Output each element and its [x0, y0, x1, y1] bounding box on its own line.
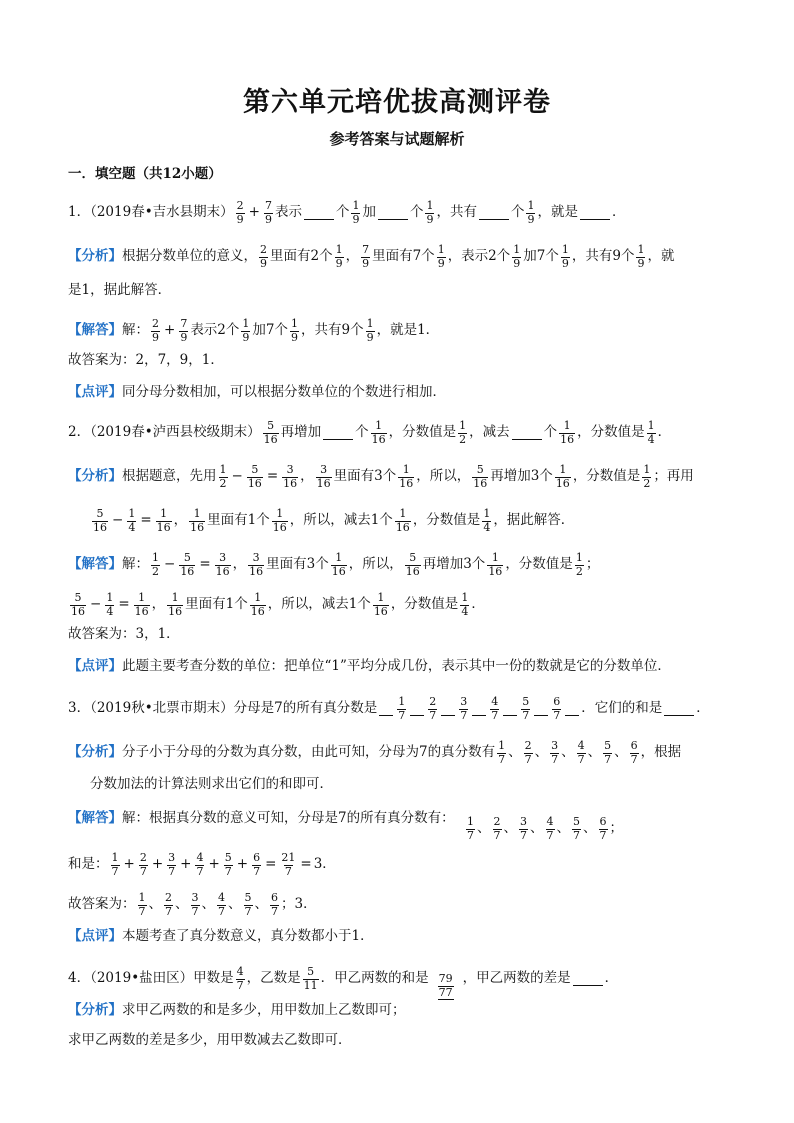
page-title: 第六单元培优拔高测评卷	[243, 87, 551, 118]
fraction: $\frac{2}{9}$	[236, 199, 244, 226]
answer-blank[interactable]	[323, 427, 353, 440]
comment-tag: 【点评】	[68, 384, 122, 400]
q2-analysis-cont: $\frac{5}{16}$ − $\frac{1}{4}$ = $\frac{1}{16}$ ， $\frac{1}{16}$ 里面有1个 $\frac{1}{16}$ ，所以，减去1个 $\frac{1}{16}$ ，分数值是 $\frac{1}{4}$ ，据此解答．	[93, 507, 575, 534]
answer-blank[interactable]	[410, 703, 424, 716]
answer-blank[interactable]	[379, 703, 393, 716]
q4-analysis: 【分析】 求甲乙两数的和是多少，用甲数加上乙数即可；	[68, 1002, 406, 1018]
answer-blank[interactable]	[378, 207, 408, 220]
answer-blank[interactable]	[512, 427, 542, 440]
q3-solution: 【解答】 解：根据真分数的意义可知，分母是7的所有真分数有：	[68, 810, 455, 826]
answer-blank[interactable]	[304, 207, 334, 220]
answer-blank[interactable]	[441, 703, 455, 716]
q3-question: 3．（2019秋•北票市期末） 分母是7的所有真分数是 $\frac{1}{7}$ $\frac{2}{7}$ $\frac{3}{7}$ $\frac{4}{7}$ $\frac{5}{7}$ $\frac{6}{7}$ ．它们的和是 ．	[68, 695, 710, 722]
q2-analysis: 【分析】 根据题意，先用 $\frac{1}{2}$ − $\frac{5}{16}$ = $\frac{3}{16}$ ， $\frac{3}{16}$ 里面有3个 $\frac{1}{16}$ ，所以， $\frac{5}{16}$ 再增加3个 $\frac{1}{16}$ ，分数值是 $\frac{1}{2}$ ；再用	[68, 463, 694, 490]
q2-question: 2．（2019春•泸西县校级期末） $\frac{5}{16}$ 再增加 个 $\frac{1}{16}$ ，分数值是 $\frac{1}{2}$ ，减去 个 $\frac{1}{16}$ ，分数值是 $\frac{1}{4}$ ．	[68, 419, 672, 446]
q1-analysis: 【分析】 根据分数单位的意义， $\frac{2}{9}$ 里面有2个 $\frac{1}{9}$ ， $\frac{7}{9}$ 里面有7个 $\frac{1}{9}$ ，表示2个 $\frac{1}{9}$ 加7个 $\frac{1}{9}$ ，共有9个 $\frac{1}{9}$ ，就	[68, 243, 675, 270]
analysis-tag: 【分析】	[68, 248, 122, 265]
answer-blank[interactable]	[479, 207, 509, 220]
q1-comment: 【点评】 同分母分数相加，可以根据分数单位的个数进行相加．	[68, 384, 446, 400]
answer-blank[interactable]	[573, 973, 603, 986]
q3-solution-fractions: $\frac{1}{7}$ 、 $\frac{2}{7}$ 、 $\frac{3}{7}$ 、 $\frac{4}{7}$ 、 $\frac{5}{7}$ 、 $\frac{6}{7}$ ；	[467, 815, 623, 842]
answer-blank[interactable]	[503, 703, 517, 716]
page-subtitle: 参考答案与试题解析	[329, 130, 465, 148]
q2-solution: 【解答】 解： $\frac{1}{2}$ − $\frac{5}{16}$ = $\frac{3}{16}$ ， $\frac{3}{16}$ 里面有3个 $\frac{1}{16}$ ，所以， $\frac{5}{16}$ 再增加3个 $\frac{1}{16}$ ，分数值是 $\frac{1}{2}$ ；	[68, 551, 600, 578]
q4-analysis-cont: 求甲乙两数的差是多少，用甲数减去乙数即可．	[68, 1032, 352, 1048]
q1-answer: 故答案为：2，7，9，1．	[68, 352, 224, 368]
answer-blank[interactable]	[664, 703, 694, 716]
q3-answer: 故答案为： $\frac{1}{7}$ 、 $\frac{2}{7}$ 、 $\frac{3}{7}$ 、 $\frac{4}{7}$ 、 $\frac{5}{7}$ 、 $\frac{6}{7}$ ；3．	[68, 891, 317, 918]
q2-solution-cont: $\frac{5}{16}$ − $\frac{1}{4}$ = $\frac{1}{16}$ ， $\frac{1}{16}$ 里面有1个 $\frac{1}{16}$ ，所以，减去1个 $\frac{1}{16}$ ，分数值是 $\frac{1}{4}$ ．	[71, 591, 485, 618]
answer-blank[interactable]	[580, 207, 610, 220]
fraction: $\frac{7}{9}$	[264, 199, 272, 226]
q3-analysis-cont: 分数加法的计算法则求出它们的和即可．	[90, 776, 333, 792]
q1-analysis-cont: 是1，据此解答．	[68, 282, 172, 298]
answer-blank[interactable]	[472, 703, 486, 716]
answer-blank[interactable]	[565, 703, 579, 716]
answer-blank-filled[interactable]: $\frac{79}{77}$	[438, 972, 453, 999]
q1-question: 1．（2019春•吉水县期末） $\frac{2}{9}$ + $\frac{7}{9}$ 表示 个 $\frac{1}{9}$ 加 个 $\frac{1}{9}$ ，共有 个 $\frac{1}{9}$ ，就是 ．	[68, 199, 626, 226]
q2-answer: 故答案为：3，1．	[68, 626, 180, 642]
solution-tag: 【解答】	[68, 322, 122, 339]
q3-analysis: 【分析】 分子小于分母的分数为真分数，由此可知，分母为7的真分数有 $\frac{1}{7}$ 、 $\frac{2}{7}$ 、 $\frac{3}{7}$ 、 $\frac{4}{7}$ 、 $\frac{5}{7}$ 、 $\frac{6}{7}$ ，根据	[68, 739, 682, 766]
q2-comment: 【点评】 此题主要考查分数的单位：把单位“1”平均分成几份，表示其中一份的数就是它的分数单位．	[68, 658, 671, 674]
answer-blank[interactable]	[534, 703, 548, 716]
q3-sum: 和是： $\frac{1}{7}$ + $\frac{2}{7}$ + $\frac{3}{7}$ + $\frac{4}{7}$ + $\frac{5}{7}$ + $\frac{6}{7}$ = $\frac{21}{7}$ = 3 ．	[68, 851, 336, 878]
q3-comment: 【点评】 本题考查了真分数意义，真分数都小于1．	[68, 928, 374, 944]
section-heading: 一．填空题（共12小题）	[68, 166, 222, 182]
q1-solution: 【解答】 解： $\frac{2}{9}$ + $\frac{7}{9}$ 表示2个 $\frac{1}{9}$ 加7个 $\frac{1}{9}$ ，共有9个 $\frac{1}{9}$ ，就是1．	[68, 317, 440, 344]
q4-question: 4．（2019•盐田区） 甲数是 $\frac{4}{7}$ ，乙数是 $\frac{5}{11}$ ．甲乙两数的和是 $\frac{79}{77}$ ，甲乙两数的差是 ．	[68, 965, 619, 999]
